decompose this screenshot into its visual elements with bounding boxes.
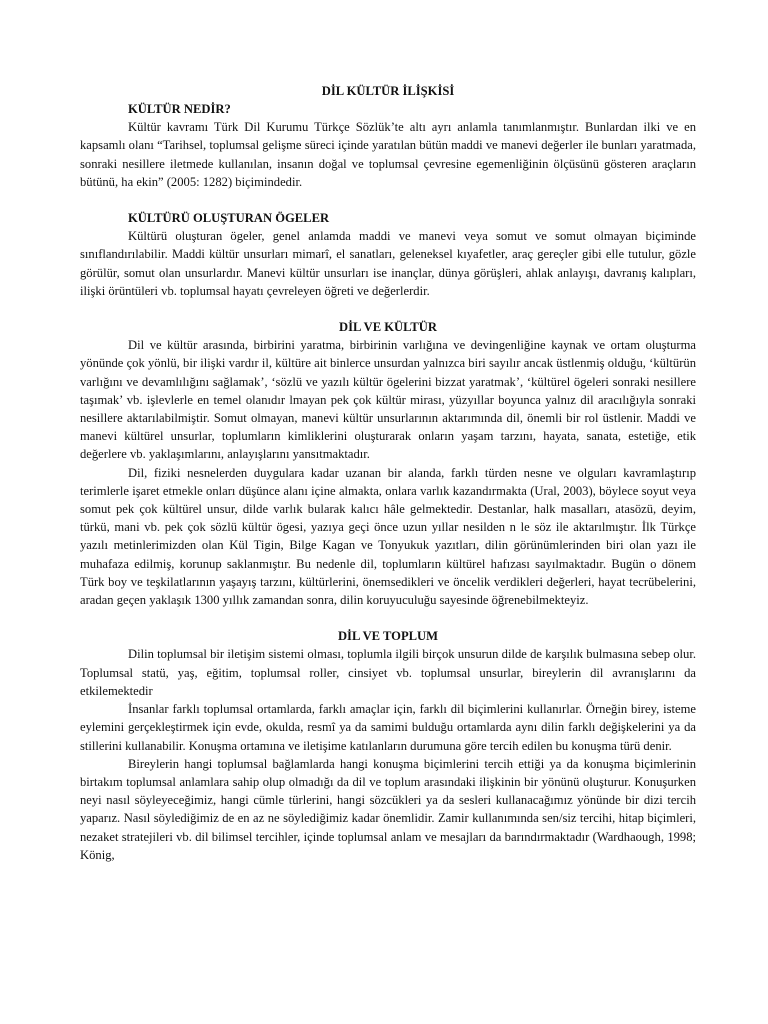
paragraph-kultur-ogeleri: Kültürü oluşturan ögeler, genel anlamda maddi ve manevi veya somut ve somut olmayan biçiminde sınıflandırılabilir. Maddi kültür unsurları mimarî, el sanatları, geleneksel kıyafetler, araç gereçler gibi elle tutulur, gözle görülür, somut olan unsurlardır. Manevi kültür unsurları ise inançlar, dünya görüşleri, ahlak anlayışı, davranış kalıpları, ilişki örüntüleri vb. toplumsal hayatı çevreleyen öğreti ve değerlerdir. bbox=[80, 229, 696, 298]
section-heading-kultur-nedir: KÜLTÜR NEDİR? bbox=[128, 102, 231, 116]
paragraph-dil-ve-toplum-3: Bireylerin hangi toplumsal bağlamlarda hangi konuşma biçimlerini tercih ettiği ya da konuşma biçimlerinin birtakım toplumsal anlamlara sahip olup olmadığı da dil ve toplum arasındaki ilişkinin bir yönünü oluşturur. Konuşurken neyi nasıl söyleyeceğimiz, hangi cümle türlerini, hangi sözcükleri ya da sesleri kullanacağımız yönünde bir dizi tercih yaparız. Nasıl söylediğimiz de en az ne söylediğimiz kadar önemlidir. Zamir kullanımında sen/siz tercihi, hitap biçimleri, nezaket stratejileri vb. dil bilimsel tercihler, içinde toplumsal anlam ve mesajları da barındırmaktadır (Wardhaough, 1998; König, bbox=[80, 756, 696, 862]
section-gap bbox=[80, 300, 696, 318]
paragraph-dil-ve-kultur-1: Dil ve kültür arasında, birbirini yaratma, birbirinin varlığına ve devingenliğine kaynak ve ortam oluşturma yönünde çok yönlü, bir ilişki vardır il, kültüre ait binlerce unsurdan yalnızca biri sayılır ancak üstlenmiş olduğu, ‘kültürün varlığını ve devamlılığını sağlamak’, ‘sözlü ve yazılı kültür ögelerini bizzat yaratmak’, ‘kültürel ögeleri sonraki nesillere taşımak’ vb. işlevlerle en temel olanıdır lmayan pek çok kültür mirası, yüzyıllar boyunca yalnız dil aracılığıyla sonraki nesillere aktarılabilmiştir. Somut olmayan, manevi kültür unsurlarının aktarımında dil, önemli bir rol üstlenir. Maddi ve manevi kültürel unsurlar, toplumların kimliklerini oluşturarak onların yaşam tarzını, hayata, sanata, estetiğe, etik değerlere vb. yaklaşımlarını, anlayışlarını yansıtmaktadır. bbox=[80, 338, 696, 462]
section-gap bbox=[80, 191, 696, 209]
section-heading-kulturu-olusturan-ogeler: KÜLTÜRÜ OLUŞTURAN ÖGELER bbox=[128, 211, 330, 226]
document-page bbox=[80, 82, 696, 864]
section-heading-dil-ve-toplum: DİL VE TOPLUM bbox=[337, 629, 439, 644]
paragraph-dil-ve-toplum-1: Dilin toplumsal bir iletişim sistemi olması, toplumla ilgili birçok unsurun dilde de karşılık bulmasına sebep olur. Toplumsal statü, yaş, eğitim, toplumsal roller, cinsiyet vb. toplumsal unsurlar, bireylerin dil avranışlarını da etkilemektedir bbox=[80, 647, 696, 698]
document-title: DİL KÜLTÜR İLİŞKİSİ bbox=[321, 84, 455, 98]
section-gap bbox=[80, 609, 696, 627]
paragraph-dil-ve-toplum-2: İnsanlar farklı toplumsal ortamlarda, farklı amaçlar için, farklı dil biçimlerini kullanırlar. Örneğin birey, isteme eylemini gerçekleştirmek için evde, okulda, resmî ya da samimi bulduğu ortamlarda aynı dilin farklı değişkelerini ya da stillerini kullanabilir. Konuşma ortamına ve iletişime katılanların durumuna göre tercih edilen bu konuşma türü denir. bbox=[80, 702, 696, 753]
paragraph-dil-ve-kultur-2: Dil, fiziki nesnelerden duygulara kadar uzanan bir alanda, farklı türden nesne ve olguları kavramlaştırıp terimlerle işaret etmekle onları düşünce alanı içine almakta, onlara varlık kazandırmakta (Ural, 2003), böylece soyut veya somut pek çok kültürel unsur, dilde varlık bularak kalıcı hâle gelmektedir. Destanlar, halk masalları, atasözü, deyim, türkü, mani vb. pek çok sözlü kültür ögesi, yazıya geçi önce uzun yıllar nesilden n le söz ile aktarılmıştır. İlk Türkçe yazılı metinlerimizden olan Kül Tigin, Bilge Kagan ve Tonyukuk yazıtları, dilin görünümlerinden biri olan yazı ile muhafaza edilmiş, korunup saklanmıştır. Bu nedenle dil, toplumların kültürel hafızası sayılmaktadır. Bugün o dönem Türk boy ve teşkilatlarının yaşayış tarzını, kültürlerini, önemsedikleri ve öncelik verdikleri değerleri, hayat tecrübelerini, aradan geçen yaklaşık 1300 yıllık zamandan sonra, dilin koruyuculuğu sayesinde öğrenebilmekteyiz. bbox=[80, 465, 696, 608]
paragraph-kultur-tanimi: Kültür kavramı Türk Dil Kurumu Türkçe Sözlük’te altı ayrı anlamla tanımlanmıştır. Bunlardan ilki ve en kapsamlı olanı “Tarihsel, toplumsal gelişme süreci içinde yaratılan bütün maddi ve manevi değerler ile bunları yaratmada, sonraki nesillere iletmede kullanılan, insanın doğal ve toplumsal çevresine egemenliğinin ölçüsünü gösteren araçların bütünü, ha ekin” (2005: 1282) biçimindedir. bbox=[80, 120, 696, 189]
section-heading-dil-ve-kultur: DİL VE KÜLTÜR bbox=[339, 320, 437, 335]
